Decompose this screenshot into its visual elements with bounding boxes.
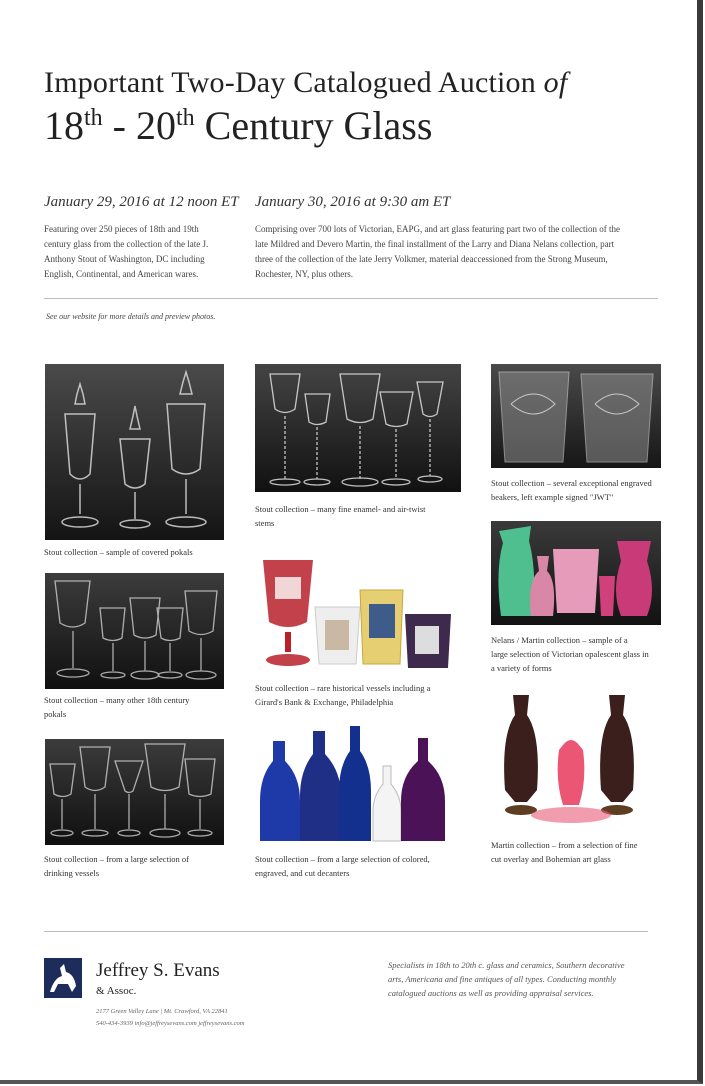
photo-opalescent-glass: [491, 521, 661, 625]
title-line-1: Important Two-Day Catalogued Auction of: [44, 66, 568, 99]
day1-description: Featuring over 250 pieces of 18th and 19th century glass from the collection of the late J. Anthony Stout of Washington, DC including English, Continental, and American wares.: [44, 224, 209, 279]
caption-drinking-vessels: Stout collection – from a large selection of drinking vessels: [44, 854, 190, 878]
photo-cut-overlay-bohemian: [491, 690, 661, 832]
photo-historical-vessels: [255, 552, 461, 676]
day2-date: January 30, 2016 at 9:30 am ET: [255, 194, 451, 210]
company-contact: 540-434-3939 info@jeffreysevans.com jeffreysevans.com: [96, 1020, 245, 1027]
caption-historical-vessels: Stout collection – rare historical vessels including a Girard's Bank & Exchange, Philadelphia: [255, 683, 431, 707]
caption-opalescent-glass: Nelans / Martin collection – sample of a large selection of Victorian opalescent glass in a variety of forms: [491, 635, 649, 673]
photo-covered-pokals: [45, 364, 224, 540]
caption-enamel-air-twist-stems: Stout collection – many fine enamel- and air-twist stems: [255, 504, 426, 528]
photo-enamel-air-twist-stems: [255, 364, 461, 492]
title-line-2: 18th - 20th Century Glass: [44, 103, 433, 148]
caption-decanters: Stout collection – from a large selection of colored, engraved, and cut decanters: [255, 854, 430, 878]
photo-engraved-beakers: [491, 364, 661, 468]
divider-top: [44, 298, 658, 299]
caption-cut-overlay-bohemian: Martin collection – from a selection of fine cut overlay and Bohemian art glass: [491, 840, 638, 864]
website-note: See our website for more details and preview photos.: [46, 312, 216, 321]
specialist-text: Specialists in 18th to 20th c. glass and ceramics, Southern decorative arts, Americana and fine antiques of all types. Conducting monthly catalogued auctions as well as providing appraisal services.: [388, 960, 625, 998]
divider-bottom: [44, 931, 648, 932]
company-address: 2177 Green Valley Lane | Mt. Crawford, VA 22841: [96, 1008, 228, 1015]
photo-18th-century-pokals: [45, 573, 224, 689]
company-sub: & Assoc.: [96, 985, 137, 997]
caption-covered-pokals: Stout collection – sample of covered pokals: [44, 547, 193, 557]
company-name: Jeffrey S. Evans: [96, 960, 220, 981]
caption-18th-century-pokals: Stout collection – many other 18th century pokals: [44, 695, 190, 719]
company-logo: [44, 958, 82, 998]
photo-drinking-vessels: [45, 739, 224, 845]
photo-decanters: [255, 726, 461, 846]
caption-engraved-beakers: Stout collection – several exceptional engraved beakers, left example signed "JWT": [491, 478, 652, 502]
day1-date: January 29, 2016 at 12 noon ET: [44, 194, 239, 210]
day2-description: Comprising over 700 lots of Victorian, EAPG, and art glass featuring part two of the collection of the late Mildred and Devero Martin, the final installment of the Larry and Diana Nelans collection, part three of the collection of the late Jerry Volkmer, material deaccessioned from the Strong Museum, Rochester, NY, plus others.: [255, 224, 620, 279]
